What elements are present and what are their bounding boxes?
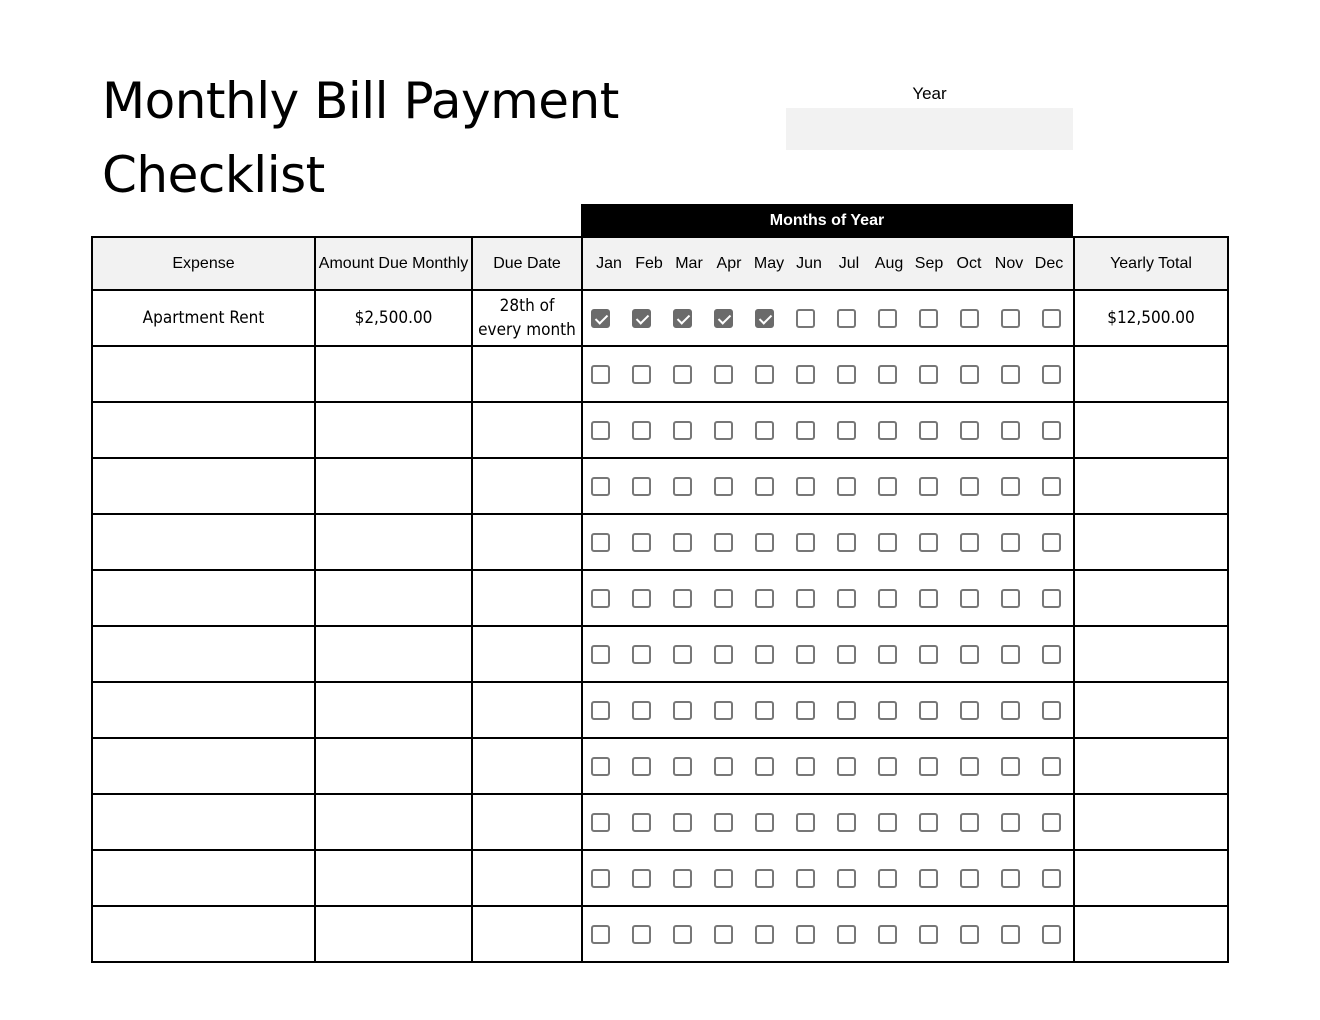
checkbox-feb[interactable] [632,309,651,328]
amount-cell[interactable] [315,514,472,570]
amount-cell[interactable] [315,682,472,738]
checkbox-dec[interactable] [1042,533,1061,552]
month-checkboxes-cell [582,514,1074,570]
checkbox-jun[interactable] [796,869,815,888]
checkbox-sep[interactable] [919,365,938,384]
checkbox-dec[interactable] [1042,757,1061,776]
checkbox-feb[interactable] [632,869,651,888]
checkbox-aug[interactable] [878,701,897,720]
yearly-total-cell[interactable] [1074,570,1228,626]
table-row [92,570,1228,626]
checkbox-jun[interactable] [796,533,815,552]
expense-cell[interactable] [92,346,315,402]
checkbox-sep[interactable] [919,589,938,608]
checkbox-dec[interactable] [1042,365,1061,384]
checkbox-mar[interactable] [673,309,692,328]
checkbox-apr[interactable] [714,757,733,776]
month-checkboxes-cell [582,290,1074,346]
checkbox-feb[interactable] [632,925,651,944]
checkbox-mar[interactable] [673,757,692,776]
expense-cell[interactable] [92,514,315,570]
table-row [92,626,1228,682]
due-date-cell[interactable] [472,290,582,346]
checkbox-mar[interactable] [673,533,692,552]
checkbox-mar[interactable] [673,477,692,496]
checkbox-jan[interactable] [591,925,610,944]
table-row [92,458,1228,514]
checkbox-apr[interactable] [714,645,733,664]
checkbox-jul[interactable] [837,477,856,496]
expense-cell[interactable] [92,626,315,682]
checkbox-jan[interactable] [591,365,610,384]
table-row [92,682,1228,738]
checkbox-may[interactable] [755,365,774,384]
checkbox-nov[interactable] [1001,645,1020,664]
checkbox-mar[interactable] [673,421,692,440]
month-label-feb: Feb [635,254,663,272]
due-date-cell[interactable] [472,346,582,402]
yearly-total-cell[interactable] [1074,626,1228,682]
checkbox-dec[interactable] [1042,925,1061,944]
year-input[interactable] [786,108,1073,150]
checkbox-dec[interactable] [1042,309,1061,328]
yearly-total-cell[interactable] [1074,850,1228,906]
month-label-may: May [753,254,785,272]
checkbox-sep[interactable] [919,869,938,888]
table-row [92,850,1228,906]
checkbox-jan[interactable] [591,421,610,440]
amount-cell[interactable] [315,402,472,458]
table-row [92,514,1228,570]
checkbox-jun[interactable] [796,925,815,944]
checkbox-aug[interactable] [878,813,897,832]
checkbox-aug[interactable] [878,925,897,944]
checkbox-nov[interactable] [1001,309,1020,328]
month-label-aug: Aug [874,254,904,272]
month-label-sep: Sep [914,254,944,272]
checkbox-jul[interactable] [837,589,856,608]
yearly-total-cell[interactable] [1074,402,1228,458]
checkbox-nov[interactable] [1001,701,1020,720]
checkbox-may[interactable] [755,813,774,832]
checkbox-jan[interactable] [591,813,610,832]
checkbox-sep[interactable] [919,813,938,832]
expense-cell[interactable] [92,402,315,458]
table-row [92,290,1228,346]
amount-cell-text: $2,500.00 [354,308,433,328]
checkbox-may[interactable] [755,309,774,328]
header-yearly-total: Yearly Total [1074,237,1228,290]
checkbox-jul[interactable] [837,701,856,720]
checkbox-jul[interactable] [837,757,856,776]
header-row [92,237,1228,290]
checkbox-nov[interactable] [1001,477,1020,496]
checkbox-nov[interactable] [1001,421,1020,440]
checkbox-aug[interactable] [878,757,897,776]
checkbox-sep[interactable] [919,925,938,944]
checkbox-oct[interactable] [960,701,979,720]
table-row [92,402,1228,458]
checkbox-dec[interactable] [1042,589,1061,608]
checkbox-dec[interactable] [1042,421,1061,440]
checkbox-may[interactable] [755,645,774,664]
checkbox-mar[interactable] [673,365,692,384]
checkbox-apr[interactable] [714,869,733,888]
checkbox-jun[interactable] [796,365,815,384]
amount-cell[interactable] [315,906,472,962]
month-label-jun: Jun [796,254,822,272]
checkbox-nov[interactable] [1001,757,1020,776]
checkbox-apr[interactable] [714,813,733,832]
checkbox-jul[interactable] [837,533,856,552]
checkbox-feb[interactable] [632,645,651,664]
checkbox-may[interactable] [755,533,774,552]
month-checkboxes-cell [582,626,1074,682]
checkbox-apr[interactable] [714,477,733,496]
checkbox-may[interactable] [755,925,774,944]
table-row [92,906,1228,962]
checkbox-feb[interactable] [632,701,651,720]
checkbox-feb[interactable] [632,533,651,552]
due-date-cell[interactable] [472,402,582,458]
checkbox-nov[interactable] [1001,533,1020,552]
checkbox-may[interactable] [755,421,774,440]
checkbox-sep[interactable] [919,309,938,328]
checkbox-feb[interactable] [632,421,651,440]
checkbox-jun[interactable] [796,813,815,832]
amount-cell[interactable] [315,290,472,346]
expense-cell[interactable] [92,906,315,962]
checkbox-jan[interactable] [591,589,610,608]
checkbox-apr[interactable] [714,309,733,328]
yearly-total-cell[interactable] [1074,458,1228,514]
checkbox-jul[interactable] [837,925,856,944]
page-title: Monthly Bill Payment Checklist [102,72,619,204]
yearly-total-cell[interactable] [1074,682,1228,738]
checkbox-aug[interactable] [878,533,897,552]
checkbox-jul[interactable] [837,645,856,664]
checkbox-sep[interactable] [919,477,938,496]
checkbox-feb[interactable] [632,813,651,832]
table-row [92,794,1228,850]
checkbox-jul[interactable] [837,309,856,328]
checkbox-mar[interactable] [673,645,692,664]
checkbox-sep[interactable] [919,757,938,776]
month-label-dec: Dec [1034,254,1064,272]
checkbox-oct[interactable] [960,813,979,832]
checkbox-jun[interactable] [796,701,815,720]
checkbox-oct[interactable] [960,365,979,384]
checkbox-nov[interactable] [1001,869,1020,888]
expense-cell[interactable] [92,290,315,346]
expense-cell[interactable] [92,794,315,850]
checkbox-sep[interactable] [919,421,938,440]
checkbox-sep[interactable] [919,645,938,664]
checkbox-may[interactable] [755,477,774,496]
checkbox-mar[interactable] [673,813,692,832]
due-date-cell[interactable] [472,906,582,962]
checkbox-sep[interactable] [919,533,938,552]
checkbox-apr[interactable] [714,925,733,944]
month-checkboxes-cell [582,738,1074,794]
header-amount-due-monthly: Amount Due Monthly [315,237,472,290]
checkbox-nov[interactable] [1001,925,1020,944]
table-row [92,738,1228,794]
checkbox-jul[interactable] [837,421,856,440]
checkbox-may[interactable] [755,701,774,720]
checkbox-mar[interactable] [673,701,692,720]
table-row [92,346,1228,402]
checkbox-dec[interactable] [1042,701,1061,720]
checkbox-apr[interactable] [714,365,733,384]
checkbox-may[interactable] [755,757,774,776]
month-label-oct: Oct [956,254,982,272]
month-checkboxes-cell [582,458,1074,514]
checkbox-apr[interactable] [714,533,733,552]
expense-cell[interactable] [92,682,315,738]
checkbox-oct[interactable] [960,421,979,440]
checkbox-aug[interactable] [878,309,897,328]
month-checkboxes-cell [582,570,1074,626]
checkbox-nov[interactable] [1001,365,1020,384]
due-date-cell[interactable] [472,794,582,850]
yearly-total-cell[interactable] [1074,906,1228,962]
yearly-total-cell[interactable] [1074,794,1228,850]
amount-cell[interactable] [315,346,472,402]
checkbox-jan[interactable] [591,701,610,720]
checkbox-aug[interactable] [878,869,897,888]
month-checkboxes-cell [582,906,1074,962]
yearly-total-cell[interactable] [1074,738,1228,794]
amount-cell[interactable] [315,738,472,794]
amount-cell[interactable] [315,626,472,682]
month-checkboxes-cell [582,850,1074,906]
expense-cell[interactable] [92,458,315,514]
due-date-cell[interactable] [472,570,582,626]
checkbox-aug[interactable] [878,421,897,440]
yearly-total-cell[interactable] [1074,290,1228,346]
checkbox-may[interactable] [755,589,774,608]
checkbox-oct[interactable] [960,309,979,328]
checkbox-sep[interactable] [919,701,938,720]
checkbox-jan[interactable] [591,869,610,888]
checkbox-jan[interactable] [591,309,610,328]
checkbox-mar[interactable] [673,869,692,888]
due-date-cell[interactable] [472,458,582,514]
bill-checklist-table [91,236,1229,963]
yearly-total-cell[interactable] [1074,514,1228,570]
checkbox-aug[interactable] [878,645,897,664]
month-label-apr: Apr [716,254,742,272]
checkbox-apr[interactable] [714,701,733,720]
due-date-cell[interactable] [472,738,582,794]
checkbox-nov[interactable] [1001,813,1020,832]
checkbox-feb[interactable] [632,589,651,608]
checkbox-jan[interactable] [591,477,610,496]
checkbox-oct[interactable] [960,757,979,776]
month-checkboxes-cell [582,402,1074,458]
checkbox-jun[interactable] [796,309,815,328]
due-date-cell[interactable] [472,682,582,738]
checkbox-aug[interactable] [878,477,897,496]
months-of-year-banner: Months of Year [581,204,1073,237]
checkbox-dec[interactable] [1042,813,1061,832]
checkbox-feb[interactable] [632,757,651,776]
checkbox-mar[interactable] [673,589,692,608]
checkbox-jul[interactable] [837,813,856,832]
yearly-total-cell-text: $12,500.00 [1107,308,1195,328]
expense-cell[interactable] [92,570,315,626]
checkbox-jan[interactable] [591,757,610,776]
checkbox-nov[interactable] [1001,589,1020,608]
checkbox-aug[interactable] [878,365,897,384]
expense-cell[interactable] [92,850,315,906]
checkbox-jul[interactable] [837,365,856,384]
checkbox-jun[interactable] [796,421,815,440]
yearly-total-cell[interactable] [1074,346,1228,402]
checkbox-oct[interactable] [960,925,979,944]
header-months [582,237,1074,290]
checkbox-jan[interactable] [591,533,610,552]
amount-cell[interactable] [315,570,472,626]
expense-cell[interactable] [92,738,315,794]
checkbox-mar[interactable] [673,925,692,944]
checkbox-jun[interactable] [796,477,815,496]
due-date-cell[interactable] [472,626,582,682]
checkbox-apr[interactable] [714,589,733,608]
amount-cell[interactable] [315,458,472,514]
checkbox-dec[interactable] [1042,477,1061,496]
checkbox-oct[interactable] [960,645,979,664]
checkbox-dec[interactable] [1042,645,1061,664]
month-checkboxes-cell [582,346,1074,402]
checkbox-jan[interactable] [591,645,610,664]
month-label-mar: Mar [675,254,703,272]
due-date-cell-text: 28th of every month [478,296,576,340]
checkbox-oct[interactable] [960,477,979,496]
checkbox-feb[interactable] [632,477,651,496]
year-label: Year [912,84,947,103]
checkbox-feb[interactable] [632,365,651,384]
checkbox-apr[interactable] [714,421,733,440]
checkbox-oct[interactable] [960,533,979,552]
checkbox-jun[interactable] [796,757,815,776]
due-date-cell[interactable] [472,850,582,906]
month-label-jan: Jan [596,254,622,272]
checkbox-jun[interactable] [796,589,815,608]
amount-cell[interactable] [315,794,472,850]
expense-cell-text: Apartment Rent [142,308,265,328]
checkbox-aug[interactable] [878,589,897,608]
header-due-date: Due Date [472,237,582,290]
month-checkboxes-cell [582,682,1074,738]
month-checkboxes-cell [582,794,1074,850]
checkbox-jun[interactable] [796,645,815,664]
header-expense: Expense [92,237,315,290]
amount-cell[interactable] [315,850,472,906]
checkbox-dec[interactable] [1042,869,1061,888]
due-date-cell[interactable] [472,514,582,570]
checkbox-oct[interactable] [960,589,979,608]
checkbox-oct[interactable] [960,869,979,888]
checkbox-may[interactable] [755,869,774,888]
month-label-jul: Jul [838,254,860,272]
month-label-nov: Nov [994,254,1024,272]
checkbox-jul[interactable] [837,869,856,888]
